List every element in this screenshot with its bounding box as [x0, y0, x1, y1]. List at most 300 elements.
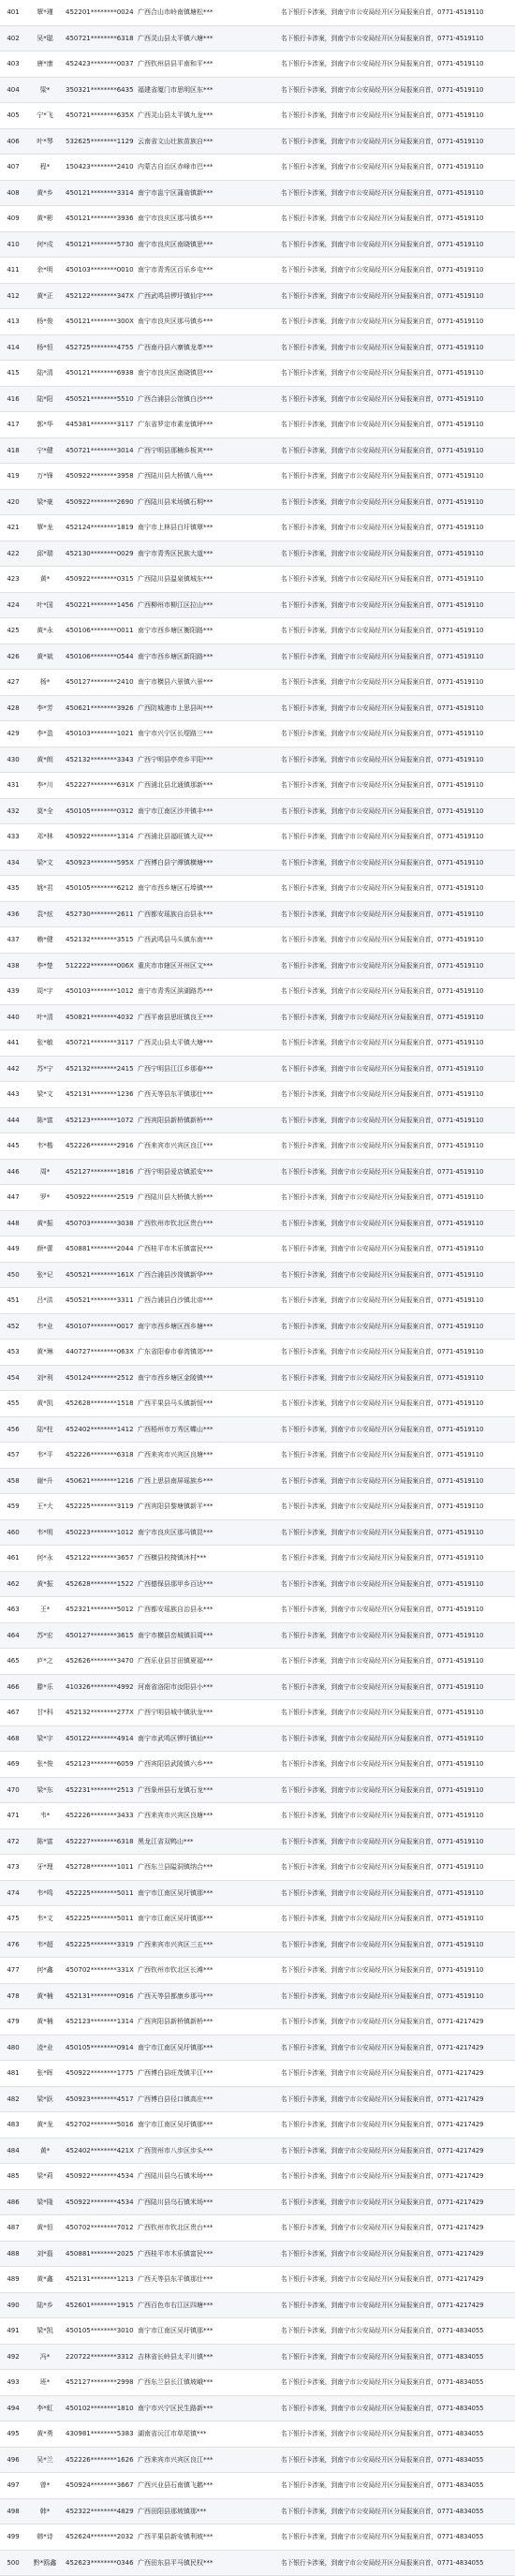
case-note: 名下银行卡涉案，到南宁市公安局经开区分局报案自首，0771-4519110: [275, 1468, 515, 1494]
id-number: 450121********6938: [64, 361, 136, 387]
person-name: 李*川: [26, 773, 64, 799]
id-number: 450922********1314: [64, 824, 136, 851]
id-number: 450922********4534: [64, 2164, 136, 2190]
case-note: 名下银行卡涉案，到南宁市公安局经开区分局报案自首，0771-4519110: [275, 1159, 515, 1185]
id-number: 452132********3343: [64, 747, 136, 773]
row-number: 414: [0, 334, 26, 361]
case-note: 名下银行卡涉案，到南宁市公安局经开区分局报案自首，0771-4217429: [275, 2112, 515, 2139]
id-number: 452227********631X: [64, 773, 136, 799]
address: 南宁市西乡塘区衡阳路***: [136, 618, 275, 644]
id-number: 452227********6318: [64, 1828, 136, 1855]
case-note: 名下银行卡涉案，到南宁市公安局经开区分局报案自首，0771-4519110: [275, 103, 515, 129]
case-note: 名下银行卡涉案，到南宁市公安局经开区分局报案自首，0771-4834055: [275, 2498, 515, 2524]
row-number: 424: [0, 592, 26, 618]
address: 广西钦州市钦北区贵台***: [136, 1210, 275, 1236]
address: 南宁市良庆区那马镇昆***: [136, 1519, 275, 1546]
id-number: 452225********5011: [64, 1906, 136, 1932]
id-number: 452123********1072: [64, 1107, 136, 1133]
person-name: 韦*文: [26, 1906, 64, 1932]
row-number: 452: [0, 1313, 26, 1340]
person-name: 叶*琴: [26, 128, 64, 155]
id-number: 532625********1129: [64, 128, 136, 155]
person-name: 黄*龙: [26, 2112, 64, 2139]
address: 南宁市江南区吴圩镇那***: [136, 2318, 275, 2345]
row-number: 439: [0, 979, 26, 1005]
address: 广西宾阳县新桥镇新桥***: [136, 2009, 275, 2036]
table-row: [0, 824, 515, 851]
person-name: 宁*健: [26, 437, 64, 464]
address: 南宁市江南区吴圩镇那***: [136, 2035, 275, 2061]
case-note: 名下银行卡涉案，到南宁市公安局经开区分局报案自首，0771-4519110: [275, 1932, 515, 1958]
id-number: 452226********2916: [64, 1133, 136, 1160]
case-note: 名下银行卡涉案，到南宁市公安局经开区分局报案自首，0771-4519110: [275, 25, 515, 52]
address: 南宁市江南区吴圩镇那***: [136, 1906, 275, 1932]
row-number: 404: [0, 77, 26, 103]
table-row: [0, 2138, 515, 2164]
case-note: 名下银行卡涉案，到南宁市公安局经开区分局报案自首，0771-4519110: [275, 489, 515, 515]
address: 广西桂平市木乐镇富民***: [136, 1236, 275, 1263]
row-number: 465: [0, 1649, 26, 1675]
table-row: [0, 953, 515, 979]
person-name: 陈*富: [26, 1107, 64, 1133]
person-name: 吕*洪: [26, 1288, 64, 1314]
case-note: 名下银行卡涉案，到南宁市公安局经开区分局报案自首，0771-4519110: [275, 52, 515, 78]
row-number: 485: [0, 2164, 26, 2190]
address: 黑龙江省双鸭山***: [136, 1828, 275, 1855]
person-name: 梁*豪: [26, 489, 64, 515]
id-number: 430981********5383: [64, 2421, 136, 2448]
person-name: 黄*勇: [26, 2421, 64, 2448]
person-name: 曾*: [26, 2473, 64, 2499]
table-row: [0, 798, 515, 824]
id-number: 450122********4914: [64, 1725, 136, 1752]
table-row: [0, 979, 515, 1005]
table-row: [0, 103, 515, 129]
person-name: 王*: [26, 1597, 64, 1623]
person-name: 韦*平: [26, 1443, 64, 1469]
table-row: [0, 1236, 515, 1263]
id-number: 450103********1012: [64, 979, 136, 1005]
person-name: 周*: [26, 1159, 64, 1185]
row-number: 463: [0, 1597, 26, 1623]
address: 广西南丹县六寨镇龙革***: [136, 334, 275, 361]
case-note: 名下银行卡涉案，到南宁市公安局经开区分局报案自首，0771-4519110: [275, 1082, 515, 1108]
case-note: 名下银行卡涉案，到南宁市公安局经开区分局报案自首，0771-4519110: [275, 1906, 515, 1932]
address: 广西平果县新安镇利坡***: [136, 2524, 275, 2551]
person-name: 刘*磊: [26, 2241, 64, 2267]
table-row: [0, 52, 515, 78]
person-name: 叶*清: [26, 1004, 64, 1030]
address: 广西天等县都康乡那马***: [136, 1983, 275, 2009]
person-name: 韩*: [26, 2498, 64, 2524]
table-row: [0, 1056, 515, 1082]
address: 广西宾阳县新桥镇新桥***: [136, 1107, 275, 1133]
id-number: 452225********3119: [64, 1494, 136, 1520]
row-number: 491: [0, 2318, 26, 2345]
row-number: 406: [0, 128, 26, 155]
row-number: 431: [0, 773, 26, 799]
person-name: 梁*跃: [26, 2086, 64, 2112]
person-name: 韦*明: [26, 1519, 64, 1546]
row-number: 411: [0, 258, 26, 284]
table-row: [0, 437, 515, 464]
id-number: 512222********006X: [64, 953, 136, 979]
id-number: 450721********3117: [64, 1030, 136, 1057]
address: 南宁市上林县白圩镇覃***: [136, 515, 275, 541]
address: 南宁市西乡塘区石埠镇***: [136, 876, 275, 902]
case-note: 名下银行卡涉案，到南宁市公安局经开区分局报案自首，0771-4834055: [275, 2370, 515, 2396]
id-number: 450121********3314: [64, 180, 136, 206]
id-number: 452423********0037: [64, 52, 136, 78]
person-name: 黄*: [26, 2138, 64, 2164]
person-name: 张*晖: [26, 2061, 64, 2087]
id-number: 452132********3515: [64, 927, 136, 954]
person-name: 韦*: [26, 1803, 64, 1829]
address: 广西宁明县那楠乡板其***: [136, 437, 275, 464]
address: 广西梧州市万秀区蝶山***: [136, 1416, 275, 1443]
address: 广西贺州市八步区步头***: [136, 2138, 275, 2164]
person-name: 黄*楠: [26, 2009, 64, 2036]
table-row: [0, 2086, 515, 2112]
table-row: [0, 1752, 515, 1778]
id-number: 452231********2513: [64, 1777, 136, 1803]
address: 广西合浦县公馆镇白沙***: [136, 386, 275, 412]
person-name: 陆*清: [26, 361, 64, 387]
row-number: 426: [0, 644, 26, 670]
id-number: 450102********1810: [64, 2395, 136, 2421]
case-note: 名下银行卡涉案，到南宁市公安局经开区分局报案自首，0771-4217429: [275, 2215, 515, 2242]
person-name: 何*永: [26, 1546, 64, 1572]
address: 广西宁明县城中镇驮龙***: [136, 1700, 275, 1726]
row-number: 489: [0, 2267, 26, 2293]
person-name: 梁*文: [26, 1082, 64, 1108]
case-note: 名下银行卡涉案，到南宁市公安局经开区分局报案自首，0771-4519110: [275, 1546, 515, 1572]
table-row: [0, 1185, 515, 1211]
person-name: 梁*文: [26, 850, 64, 876]
row-number: 500: [0, 2550, 26, 2576]
row-number: 441: [0, 1030, 26, 1057]
id-number: 452226********1626: [64, 2447, 136, 2473]
case-note: 名下银行卡涉案，到南宁市公安局经开区分局报案自首，0771-4519110: [275, 1107, 515, 1133]
table-row: [0, 1958, 515, 1984]
address: 广西桂平市木乐镇富民***: [136, 2241, 275, 2267]
person-name: 韩*诗: [26, 2524, 64, 2551]
address: 广西灵山县太平镇大塘***: [136, 1030, 275, 1057]
person-name: 韦*业: [26, 1313, 64, 1340]
id-number: 452130********0029: [64, 540, 136, 567]
case-note: 名下银行卡涉案，到南宁市公安局经开区分局报案自首，0771-4519110: [275, 1803, 515, 1829]
table-row: [0, 540, 515, 567]
case-note: 名下银行卡涉案，到南宁市公安局经开区分局报案自首，0771-4519110: [275, 1185, 515, 1211]
case-note: 名下银行卡涉案，到南宁市公安局经开区分局报案自首，0771-4519110: [275, 515, 515, 541]
person-name: 韦*楷: [26, 1133, 64, 1160]
case-note: 名下银行卡涉案，到南宁市公安局经开区分局报案自首，0771-4834055: [275, 2395, 515, 2421]
address: 广西来宾市兴宾区良江***: [136, 2447, 275, 2473]
row-number: 462: [0, 1571, 26, 1597]
address: 广西平南县思旺镇良王***: [136, 1004, 275, 1030]
address: 广西博白县旺茂镇平江***: [136, 2061, 275, 2087]
case-note: 名下银行卡涉案，到南宁市公安局经开区分局报案自首，0771-4519110: [275, 1622, 515, 1649]
id-number: 450721********6318: [64, 25, 136, 52]
id-number: 440727********063X: [64, 1340, 136, 1366]
table-row: [0, 1288, 515, 1314]
row-number: 423: [0, 567, 26, 593]
table-row: [0, 2189, 515, 2215]
table-row: [0, 412, 515, 438]
person-name: 罗*: [26, 1185, 64, 1211]
case-note: 名下银行卡涉案，到南宁市公安局经开区分局报案自首，0771-4519110: [275, 1056, 515, 1082]
id-number: 410326********4992: [64, 1674, 136, 1700]
id-number: 350321********6435: [64, 77, 136, 103]
person-name: 苏*宁: [26, 1056, 64, 1082]
case-note: 名下银行卡涉案，到南宁市公安局经开区分局报案自首，0771-4519110: [275, 1700, 515, 1726]
person-name: 黄*: [26, 567, 64, 593]
id-number: 450223********1012: [64, 1519, 136, 1546]
person-name: 黄*楠: [26, 1983, 64, 2009]
address: 广西来宾市兴宾区良塘***: [136, 1443, 275, 1469]
row-number: 479: [0, 2009, 26, 2036]
row-number: 432: [0, 798, 26, 824]
case-note: 名下银行卡涉案，到南宁市公安局经开区分局报案自首，0771-4519110: [275, 1519, 515, 1546]
person-name: 李*楚: [26, 953, 64, 979]
case-note: 名下银行卡涉案，到南宁市公安局经开区分局报案自首，0771-4519110: [275, 1597, 515, 1623]
case-note: 名下银行卡涉案，到南宁市公安局经开区分局报案自首，0771-4519110: [275, 670, 515, 696]
id-number: 452131********1236: [64, 1082, 136, 1108]
case-note: 名下银行卡涉案，到南宁市公安局经开区分局报案自首，0771-4519110: [275, 386, 515, 412]
person-name: 甘*科: [26, 1700, 64, 1726]
person-name: 陆*阳: [26, 386, 64, 412]
address: 广西陆川县大桥镇大桥***: [136, 1185, 275, 1211]
table-row: [0, 2292, 515, 2318]
row-number: 446: [0, 1159, 26, 1185]
row-number: 480: [0, 2035, 26, 2061]
table-row: [0, 1365, 515, 1391]
id-number: 450103********0010: [64, 258, 136, 284]
id-number: 452628********1522: [64, 1571, 136, 1597]
id-number: 450521********161X: [64, 1262, 136, 1288]
address: 广西天等县东平镇那仕***: [136, 2267, 275, 2293]
id-number: 452624********2032: [64, 2524, 136, 2551]
case-note: 名下银行卡涉案，到南宁市公安局经开区分局报案自首，0771-4217429: [275, 2138, 515, 2164]
person-name: 班*: [26, 2370, 64, 2396]
row-number: 467: [0, 1700, 26, 1726]
table-row: [0, 644, 515, 670]
person-name: 谢*升: [26, 1468, 64, 1494]
id-number: 450702********7012: [64, 2215, 136, 2242]
table-row: [0, 1828, 515, 1855]
address: 河南省洛阳市汝阳县小***: [136, 1674, 275, 1700]
address: 广西合浦县沙岗镇新华***: [136, 1262, 275, 1288]
id-number: 452131********0916: [64, 1983, 136, 2009]
id-number: 452702********5016: [64, 2112, 136, 2139]
table-row: [0, 25, 515, 52]
table-row: [0, 334, 515, 361]
table-row: [0, 2344, 515, 2370]
person-name: 赖*健: [26, 927, 64, 954]
row-number: 492: [0, 2344, 26, 2370]
address: 广西宁明县江江乡那春***: [136, 1056, 275, 1082]
case-note: 名下银行卡涉案，到南宁市公安局经开区分局报案自首，0771-4217429: [275, 2292, 515, 2318]
case-note: 名下银行卡涉案，到南宁市公安局经开区分局报案自首，0771-4519110: [275, 258, 515, 284]
case-note: 名下银行卡涉案，到南宁市公安局经开区分局报案自首，0771-4217429: [275, 2164, 515, 2190]
case-note: 名下银行卡涉案，到南宁市公安局经开区分局报案自首，0771-4519110: [275, 1365, 515, 1391]
row-number: 474: [0, 1880, 26, 1906]
case-note: 名下银行卡涉案，到南宁市公安局经开区分局报案自首，0771-4519110: [275, 1855, 515, 1881]
table-row: [0, 386, 515, 412]
address: 南宁市江南区吴圩镇那***: [136, 1880, 275, 1906]
table-row: [0, 670, 515, 696]
id-number: 445381********3117: [64, 412, 136, 438]
id-number: 450621********1216: [64, 1468, 136, 1494]
id-number: 450221********1456: [64, 592, 136, 618]
row-number: 407: [0, 155, 26, 181]
row-number: 451: [0, 1288, 26, 1314]
table-row: [0, 2061, 515, 2087]
case-note: 名下银行卡涉案，到南宁市公安局经开区分局报案自首，0771-4519110: [275, 1828, 515, 1855]
case-note: 名下银行卡涉案，到南宁市公安局经开区分局报案自首，0771-4217429: [275, 2061, 515, 2087]
case-note: 名下银行卡涉案，到南宁市公安局经开区分局报案自首，0771-4519110: [275, 1443, 515, 1469]
id-number: 450922********3958: [64, 464, 136, 490]
row-number: 484: [0, 2138, 26, 2164]
case-note: 名下银行卡涉案，到南宁市公安局经开区分局报案自首，0771-4519110: [275, 1494, 515, 1520]
row-number: 425: [0, 618, 26, 644]
row-number: 456: [0, 1416, 26, 1443]
address: 广西防城港市上思县叫***: [136, 695, 275, 721]
address: 广西东兰县长江镇坡峨***: [136, 2370, 275, 2396]
table-row: [0, 1391, 515, 1417]
row-number: 490: [0, 2292, 26, 2318]
case-note: 名下银行卡涉案，到南宁市公安局经开区分局报案自首，0771-4519110: [275, 618, 515, 644]
case-note: 名下银行卡涉案，到南宁市公安局经开区分局报案自首，0771-4217429: [275, 2267, 515, 2293]
table-row: [0, 1133, 515, 1160]
person-name: 梁*宇: [26, 1725, 64, 1752]
table-row: [0, 2215, 515, 2242]
id-number: 450121********300X: [64, 309, 136, 335]
table-row: [0, 1546, 515, 1572]
id-number: 452127********1816: [64, 1159, 136, 1185]
address: 广西宁明县亭亮乡平阳***: [136, 747, 275, 773]
case-note: 名下银行卡涉案，到南宁市公安局经开区分局报案自首，0771-4519110: [275, 1313, 515, 1340]
table-row: [0, 2267, 515, 2293]
address: 南宁市良庆区那马镇乡***: [136, 309, 275, 335]
table-row: [0, 180, 515, 206]
address: 湖南省沅江市草尾镇***: [136, 2421, 275, 2448]
address: 广西宁明县爱店镇派安***: [136, 1159, 275, 1185]
address: 广西钦州市钦北区长滩***: [136, 1958, 275, 1984]
person-name: 郭*华: [26, 412, 64, 438]
id-number: 452626********3470: [64, 1649, 136, 1675]
person-name: 梁*: [26, 77, 64, 103]
person-name: 叶*国: [26, 592, 64, 618]
case-note: 名下银行卡涉案，到南宁市公安局经开区分局报案自首，0771-4217429: [275, 2035, 515, 2061]
row-number: 429: [0, 721, 26, 748]
row-number: 458: [0, 1468, 26, 1494]
row-number: 402: [0, 25, 26, 52]
person-name: 莫*全: [26, 798, 64, 824]
table-row: [0, 1494, 515, 1520]
address: 广西百色市右江区四塘***: [136, 2292, 275, 2318]
case-note: 名下银行卡涉案，到南宁市公安局经开区分局报案自首，0771-4519110: [275, 927, 515, 954]
row-number: 433: [0, 824, 26, 851]
table-row: [0, 1571, 515, 1597]
row-number: 487: [0, 2215, 26, 2242]
table-row: [0, 567, 515, 593]
id-number: 220722********3312: [64, 2344, 136, 2370]
person-name: 杨*俊: [26, 309, 64, 335]
address: 重庆市市辖区开州区文***: [136, 953, 275, 979]
table-row: [0, 2447, 515, 2473]
person-name: 黄*正: [26, 283, 64, 309]
person-name: 袁*炫: [26, 901, 64, 927]
id-number: 450702********331X: [64, 1958, 136, 1984]
id-number: 450124********2512: [64, 1365, 136, 1391]
row-number: 454: [0, 1365, 26, 1391]
row-number: 459: [0, 1494, 26, 1520]
table-row: [0, 1622, 515, 1649]
row-number: 453: [0, 1340, 26, 1366]
person-name: 张*记: [26, 1262, 64, 1288]
id-number: 452226********6318: [64, 1443, 136, 1469]
row-number: 419: [0, 464, 26, 490]
person-name: 张*俊: [26, 1752, 64, 1778]
case-note: 名下银行卡涉案，到南宁市公安局经开区分局报案自首，0771-4519110: [275, 1958, 515, 1984]
address: 广西陆川县温泉镇城东***: [136, 567, 275, 593]
case-note: 名下银行卡涉案，到南宁市公安局经开区分局报案自首，0771-4834055: [275, 2318, 515, 2345]
address: 广西钦州市钦北区贵台***: [136, 2215, 275, 2242]
table-row: [0, 2498, 515, 2524]
address: 南宁市江南区吴圩镇那***: [136, 2112, 275, 2139]
person-name: 陆*柱: [26, 1416, 64, 1443]
row-number: 409: [0, 206, 26, 232]
person-name: 黄*凯: [26, 1391, 64, 1417]
id-number: 452322********4829: [64, 2498, 136, 2524]
case-note: 名下银行卡涉案，到南宁市公安局经开区分局报案自首，0771-4519110: [275, 309, 515, 335]
row-number: 482: [0, 2086, 26, 2112]
table-row: [0, 1906, 515, 1932]
row-number: 448: [0, 1210, 26, 1236]
id-number: 450107********0017: [64, 1313, 136, 1340]
id-number: 452132********277X: [64, 1700, 136, 1726]
address: 广西来宾市兴宾区三五***: [136, 1932, 275, 1958]
case-note: 名下银行卡涉案，到南宁市公安局经开区分局报案自首，0771-4519110: [275, 128, 515, 155]
case-note: 名下银行卡涉案，到南宁市公安局经开区分局报案自首，0771-4519110: [275, 1983, 515, 2009]
table-row: [0, 2421, 515, 2448]
id-number: 450106********0011: [64, 618, 136, 644]
address: 广西合浦县白沙镇北帝***: [136, 1288, 275, 1314]
case-note: 名下银行卡涉案，到南宁市公安局经开区分局报案自首，0771-4217429: [275, 2009, 515, 2036]
case-note: 名下银行卡涉案，到南宁市公安局经开区分局报案自首，0771-4519110: [275, 437, 515, 464]
address: 广西钦州县县平南和平***: [136, 52, 275, 78]
id-number: 450521********5510: [64, 386, 136, 412]
row-number: 499: [0, 2524, 26, 2551]
table-row: [0, 773, 515, 799]
table-row: [0, 2164, 515, 2190]
case-note: 名下银行卡涉案，到南宁市公安局经开区分局报案自首，0771-4519110: [275, 1880, 515, 1906]
row-number: 469: [0, 1752, 26, 1778]
id-number: 450881********2025: [64, 2241, 136, 2267]
id-number: 450521********3311: [64, 1288, 136, 1314]
table-row: [0, 2395, 515, 2421]
person-name: 黄*鑫: [26, 2267, 64, 2293]
id-number: 450105********0312: [64, 798, 136, 824]
person-name: 庐*之: [26, 1649, 64, 1675]
table-row: [0, 876, 515, 902]
row-number: 495: [0, 2421, 26, 2448]
id-number: 450721********3014: [64, 437, 136, 464]
table-row: [0, 1519, 515, 1546]
case-note: 名下银行卡涉案，到南宁市公安局经开区分局报案自首，0771-4519110: [275, 1674, 515, 1700]
case-note: 名下银行卡涉案，到南宁市公安局经开区分局报案自首，0771-4519110: [275, 773, 515, 799]
